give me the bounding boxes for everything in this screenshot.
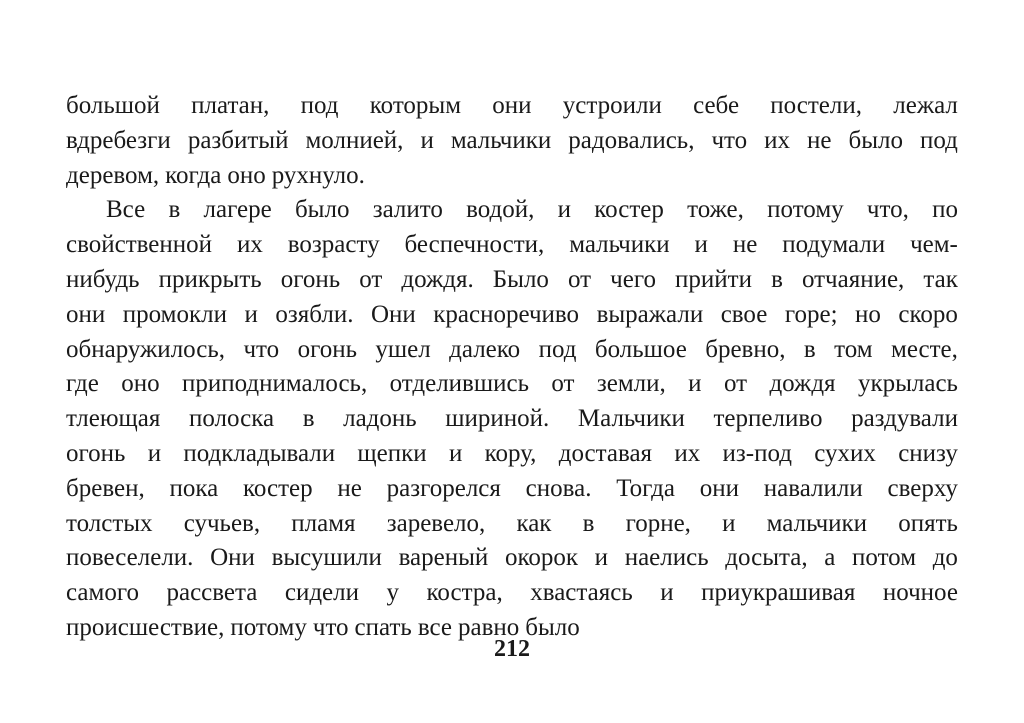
- word: и: [688, 370, 702, 398]
- word: в: [771, 265, 783, 293]
- word: что: [312, 613, 349, 641]
- text-line: [66, 124, 958, 159]
- word: деревом,: [66, 161, 160, 189]
- text-line: [66, 507, 958, 542]
- word: от: [723, 370, 748, 398]
- word: не: [337, 474, 362, 502]
- word: полоска: [189, 405, 275, 433]
- word: от: [359, 265, 383, 293]
- word: огонь: [280, 265, 341, 293]
- word: под: [300, 92, 339, 119]
- word: костер: [594, 196, 664, 224]
- word: снова.: [525, 474, 592, 502]
- word: а: [824, 544, 836, 572]
- word: прикрыть: [158, 265, 262, 293]
- word: огонь: [66, 439, 126, 467]
- word: месте,: [891, 335, 958, 363]
- page-number: 212: [494, 636, 530, 662]
- word: досыта,: [725, 544, 808, 572]
- word: от: [551, 370, 575, 398]
- word: выражали: [596, 300, 704, 328]
- word: и: [660, 579, 674, 607]
- word: до: [932, 544, 958, 572]
- word: и: [448, 439, 463, 467]
- word: себе: [693, 92, 740, 119]
- word: они: [492, 92, 532, 119]
- word: высушили: [271, 544, 382, 572]
- word: ночное: [882, 579, 958, 607]
- text-line: [66, 193, 958, 228]
- word: от: [568, 265, 592, 293]
- text-line: [66, 89, 958, 124]
- word: рухнуло.: [271, 161, 365, 189]
- word: приукрашивая: [701, 579, 856, 607]
- word: что,: [866, 196, 909, 224]
- word: огонь: [297, 335, 357, 363]
- word: отчаяние,: [801, 265, 905, 293]
- word: что: [711, 126, 748, 154]
- word: большое: [594, 335, 687, 363]
- word: нибудь: [66, 265, 140, 293]
- word: в: [168, 196, 181, 224]
- word: дождя.: [401, 265, 474, 293]
- word: было: [294, 196, 350, 224]
- word: и: [147, 439, 162, 467]
- word: их: [236, 231, 263, 259]
- word: заревело,: [386, 509, 486, 537]
- word: окорок: [504, 544, 578, 572]
- word: земли,: [596, 370, 666, 398]
- word: опять: [898, 509, 958, 537]
- text-line: [66, 472, 958, 507]
- word: и: [244, 300, 258, 328]
- word: оно: [227, 161, 266, 189]
- word: устроили: [562, 92, 662, 119]
- word: сверху: [887, 474, 958, 502]
- word: снизу: [898, 439, 958, 467]
- word: ушел: [375, 335, 431, 363]
- word: и: [594, 544, 609, 572]
- word: из-под: [722, 439, 792, 467]
- text-line: [66, 541, 958, 576]
- word: что: [243, 335, 280, 363]
- word: разгорелся: [386, 474, 501, 502]
- word: в: [582, 509, 595, 537]
- word: под: [538, 335, 577, 363]
- word: по: [932, 196, 958, 224]
- word: толстых: [66, 509, 153, 537]
- word: оно: [121, 370, 160, 398]
- word: было: [525, 613, 580, 641]
- word: промокли: [122, 300, 227, 328]
- word: они: [699, 474, 739, 502]
- word: и: [722, 509, 736, 537]
- word: озябли.: [275, 300, 354, 328]
- word: Тогда: [616, 474, 675, 502]
- word: которым: [369, 92, 462, 119]
- word: и: [420, 126, 434, 154]
- word: укрылась: [857, 370, 958, 398]
- word: сухих: [814, 439, 876, 467]
- word: кору,: [484, 439, 537, 467]
- word: как: [516, 509, 552, 537]
- word: тоже,: [687, 196, 744, 224]
- word: чем-: [910, 231, 958, 259]
- word: лежал: [893, 92, 958, 119]
- word: пламя: [291, 509, 356, 537]
- word: дождя: [769, 370, 836, 398]
- word: шириной.: [445, 405, 550, 433]
- word: бревен,: [66, 474, 145, 502]
- word: не: [807, 126, 832, 154]
- word: равно: [457, 613, 520, 641]
- word: доставая: [558, 439, 653, 467]
- word: их: [764, 126, 791, 154]
- word: в: [302, 405, 315, 433]
- word: том: [834, 335, 873, 363]
- word: наелись: [624, 544, 709, 572]
- word: возрасту: [287, 231, 380, 259]
- word: красноречиво: [433, 300, 580, 328]
- word: они: [66, 300, 106, 328]
- word: молнией,: [305, 126, 404, 154]
- word: бревно,: [705, 335, 786, 363]
- word: щепки: [357, 439, 427, 467]
- word: пока: [169, 474, 219, 502]
- word: было: [848, 126, 904, 154]
- text-line: [66, 367, 958, 402]
- word: так: [923, 265, 958, 293]
- word: мальчики: [450, 126, 552, 154]
- word: разбитый: [187, 126, 289, 154]
- word: сучьев,: [183, 509, 261, 537]
- word: и: [557, 196, 572, 224]
- word: постели,: [770, 92, 863, 119]
- word: чего: [610, 265, 656, 293]
- word: горне,: [625, 509, 691, 537]
- text-line: [66, 437, 958, 472]
- word: далеко: [449, 335, 521, 363]
- word: и: [694, 231, 708, 259]
- word: их: [674, 439, 701, 467]
- word: терпеливо: [713, 405, 823, 433]
- word: скоро: [898, 300, 958, 328]
- text-line: [66, 263, 958, 298]
- word: повеселели.: [66, 544, 194, 572]
- word: спать: [354, 613, 412, 641]
- word: когда: [165, 161, 222, 189]
- word: водой,: [466, 196, 535, 224]
- word: вдребезги: [66, 126, 171, 154]
- word: приподнималось,: [182, 370, 368, 398]
- word: Они: [210, 544, 255, 572]
- word: мальчики: [569, 231, 670, 259]
- text-line: [66, 576, 958, 611]
- word: сидели: [284, 579, 360, 607]
- word: отделившись: [389, 370, 529, 398]
- text-line: [66, 298, 958, 333]
- word: горе;: [784, 300, 838, 328]
- word: залито: [372, 196, 443, 224]
- body-text: [66, 89, 958, 646]
- word: у: [386, 579, 400, 607]
- word: костер: [242, 474, 313, 502]
- word: Было: [492, 265, 549, 293]
- word: все: [417, 613, 452, 641]
- word: не: [732, 231, 758, 259]
- word: под: [920, 126, 958, 154]
- word: обнаружилось,: [66, 335, 226, 363]
- word: потому: [230, 613, 307, 641]
- word: костра,: [426, 579, 503, 607]
- word: радовались,: [568, 126, 695, 154]
- text-line: [66, 228, 958, 263]
- word: раздували: [851, 405, 958, 433]
- word: большой: [66, 92, 160, 119]
- word: потому: [767, 196, 844, 224]
- word: где: [66, 370, 99, 398]
- word: Мальчики: [577, 405, 685, 433]
- word: свойственной: [66, 231, 213, 259]
- word: подкладывали: [183, 439, 336, 467]
- word: происшествие,: [66, 613, 225, 641]
- word: Все: [106, 196, 146, 224]
- text-line: [66, 402, 958, 437]
- word: рассвета: [166, 579, 258, 607]
- word: ладонь: [343, 405, 417, 433]
- word: Они: [370, 300, 416, 328]
- text-line: [66, 159, 958, 194]
- word: мальчики: [766, 509, 868, 537]
- word: самого: [66, 579, 139, 607]
- word: подумали: [782, 231, 886, 259]
- word: потом: [852, 544, 917, 572]
- word: беспечности,: [404, 231, 545, 259]
- word: вареный: [398, 544, 489, 572]
- word: хвастаясь: [530, 579, 633, 607]
- word: прийти: [675, 265, 752, 293]
- word: но: [855, 300, 881, 328]
- word: лагере: [203, 196, 272, 224]
- text-line: [66, 333, 958, 368]
- word: тлеющая: [66, 405, 161, 433]
- word: платан,: [191, 92, 270, 119]
- word: навалили: [763, 474, 863, 502]
- word: в: [803, 335, 816, 363]
- word: свое: [720, 300, 768, 328]
